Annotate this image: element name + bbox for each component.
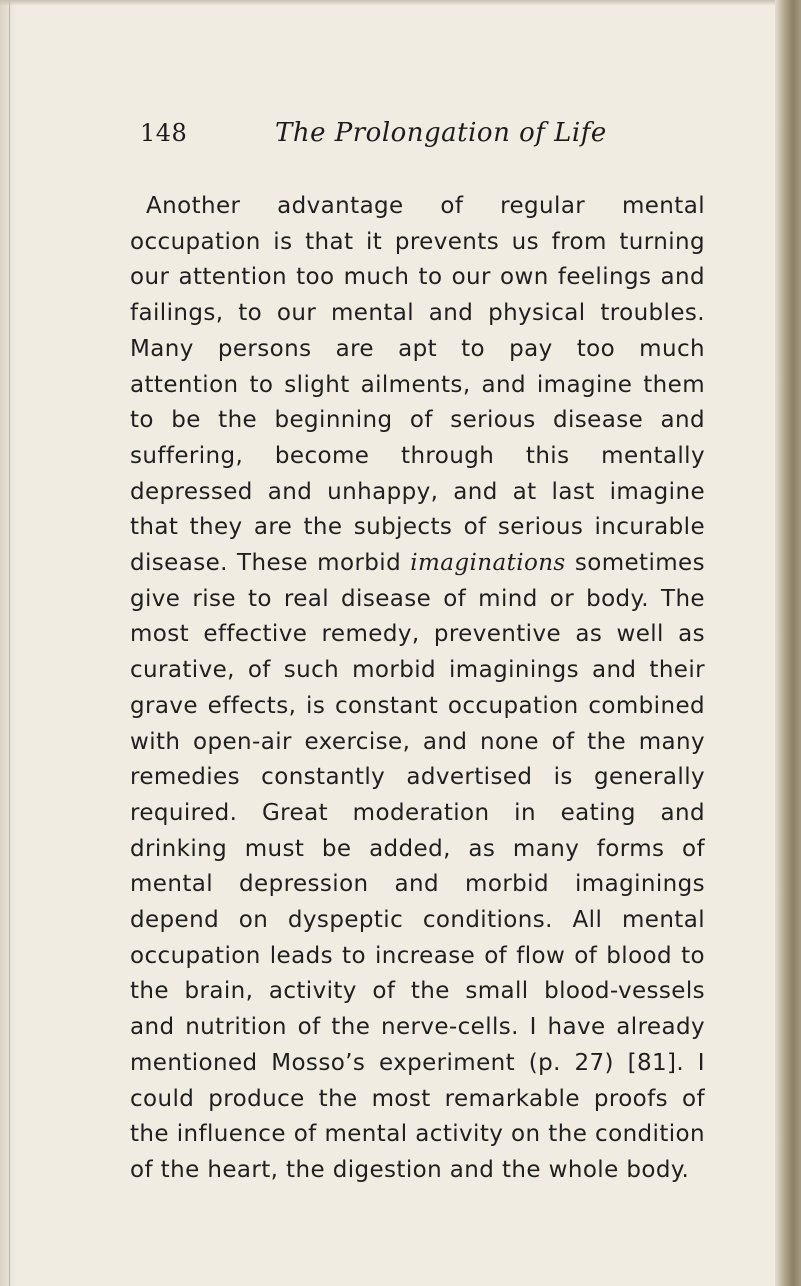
- page-number: 148: [140, 119, 188, 147]
- page-gutter-shadow: [0, 0, 16, 1286]
- page-top-edge: [0, 0, 801, 6]
- running-title: The Prolongation of Life: [275, 118, 607, 148]
- paragraph-text-lead: Another advantage of regular mental occupation is that it prevents us from turning our attention too much to our own feelings and failings, to our mental and physical troubles. Many persons are apt to pay too much attention to slight ailments, and imagine them to be the beginning of serious disease and suffering, become through this mentally depressed and unhappy, and at last imagine that they are the subjects of serious incurable disease. These morbid: [130, 193, 705, 577]
- paragraph-text-rest: sometimes give rise to real disease of mind or body. The most effective remedy, preventive as well as curative, of such morbid imaginings and their grave effects, is constant occupation combined with open-air exercise, and none of the many remedies constantly advertised is generally required. Great moderation in eating and drinking must be added, as many forms of mental depression and morbid imaginings depend on dyspeptic conditions. All mental occupation leads to increase of flow of blood to the brain, activity of the small blood-vessels and nutrition of the nerve-cells. I have already mentioned Mosso’s experiment (p. 27) [81]. I could produce the most remarkable proofs of the influence of mental activity on the condition of the heart, the digestion and the whole body.: [130, 550, 705, 1183]
- body-paragraph: [130, 189, 705, 1189]
- page-edge-shadow: [775, 0, 801, 1286]
- paragraph-emphasis: imaginations: [410, 550, 566, 577]
- running-head: [140, 116, 720, 150]
